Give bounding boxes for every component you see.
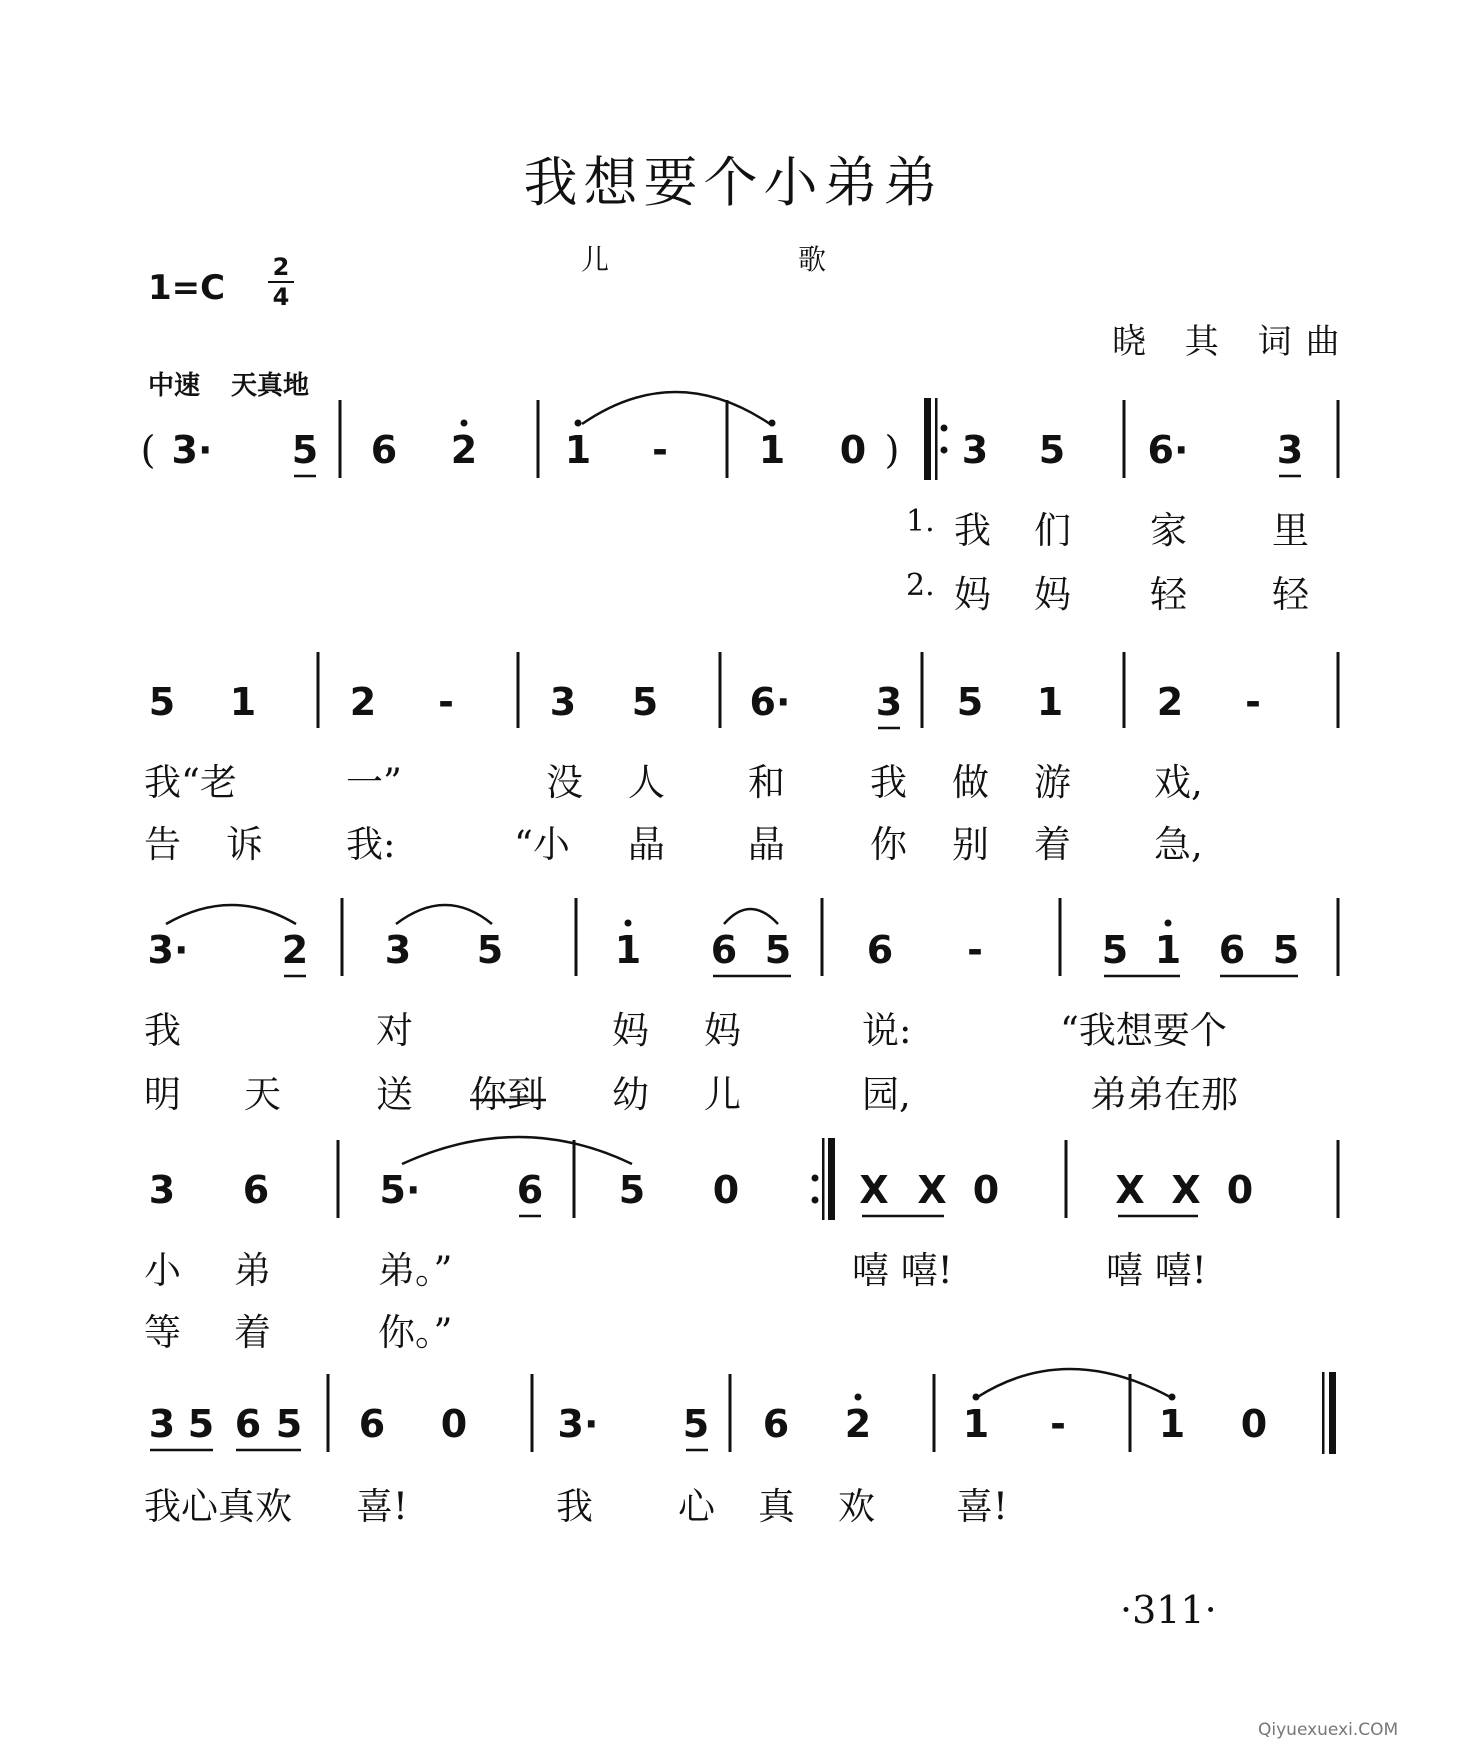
repeat-dot: [941, 425, 948, 432]
note: 5: [618, 1168, 646, 1212]
note-underlines: [147, 476, 1301, 1450]
note: 2: [1156, 680, 1184, 724]
lyric: 小: [144, 1249, 181, 1292]
repeat-end-thick: [828, 1138, 835, 1220]
lyric: 我“老: [144, 761, 237, 804]
lyric: 一”: [346, 761, 402, 804]
lyric: 对: [376, 1009, 413, 1052]
note: 6: [1218, 928, 1246, 972]
final-bar-thin: [1322, 1372, 1325, 1454]
octave-dot: [1165, 920, 1172, 927]
tie: [976, 1369, 1172, 1398]
note: 3: [549, 680, 577, 724]
lyric: 弟弟在那: [1090, 1073, 1238, 1116]
lyric: 晶: [748, 823, 785, 866]
lyric: 你。”: [378, 1311, 453, 1354]
lyric: 说:: [862, 1009, 912, 1052]
verse-number: 1.: [906, 504, 935, 539]
lyric: 没: [546, 761, 583, 804]
note: 5: [1272, 928, 1300, 972]
tie: [582, 392, 770, 424]
lyric: 喜!: [356, 1485, 408, 1528]
lyric: 着: [234, 1311, 271, 1354]
note: 1: [758, 428, 786, 472]
lyric: 我:: [346, 823, 396, 866]
note: 6·: [749, 680, 791, 724]
lyric: “我想要个: [1060, 1009, 1227, 1052]
lyric: 轻: [1150, 573, 1187, 616]
note: ): [884, 428, 900, 472]
note: 3·: [147, 928, 189, 972]
lyric: 急,: [1154, 823, 1203, 866]
note: 2: [450, 428, 478, 472]
lyric: 做: [952, 761, 989, 804]
lyric: 弟。”: [378, 1249, 453, 1292]
barlines: [318, 400, 1338, 1452]
lyric: 妈: [704, 1009, 741, 1052]
lyric: 们: [1034, 509, 1071, 552]
lyric: 着: [1034, 823, 1071, 866]
lyric: 我: [144, 1009, 181, 1052]
lyric: 心: [678, 1485, 715, 1528]
lyric: 轻: [1272, 573, 1309, 616]
note: 1: [1154, 928, 1182, 972]
lyric: 别: [952, 823, 989, 866]
note: 3: [961, 428, 989, 472]
lyric: 妈: [1034, 573, 1071, 616]
octave-dots: [461, 420, 1176, 1401]
author-credit: 晓 其 词曲: [1112, 322, 1354, 362]
note: 1: [962, 1402, 990, 1446]
note: 5: [291, 428, 319, 472]
lyric: 告: [144, 823, 181, 866]
note: 2: [844, 1402, 872, 1446]
lyric: 你: [870, 823, 907, 866]
key-signature: 1=C: [148, 268, 226, 308]
lyric: 弟: [234, 1249, 271, 1292]
note: 3: [875, 680, 903, 724]
lyric: 妈: [954, 573, 991, 616]
note: 5: [956, 680, 984, 724]
note: 2: [349, 680, 377, 724]
lyric: 我: [556, 1485, 593, 1528]
lyric: 幼: [612, 1073, 649, 1116]
note: X: [917, 1168, 947, 1212]
tie: [402, 1137, 632, 1164]
verse-number: 2.: [906, 568, 935, 603]
note: X: [1115, 1168, 1145, 1212]
note: 6: [242, 1168, 270, 1212]
note: 3·: [557, 1402, 599, 1446]
note: 1: [1036, 680, 1064, 724]
note: 6: [710, 928, 738, 972]
repeat-dot: [812, 1175, 819, 1182]
note: -: [1050, 1402, 1066, 1446]
note: 5: [1101, 928, 1129, 972]
note: 3·: [171, 428, 213, 472]
lyric: 嘻 嘻!: [852, 1249, 953, 1292]
note: (: [140, 428, 156, 472]
note: 3: [148, 1402, 176, 1446]
lyric: 戏,: [1154, 761, 1203, 804]
note: -: [438, 680, 454, 724]
octave-dot: [575, 420, 582, 427]
note: 6: [370, 428, 398, 472]
repeat-dot: [812, 1197, 819, 1204]
lyric: 明: [144, 1073, 181, 1116]
tie: [166, 905, 296, 924]
note: 5: [476, 928, 504, 972]
lyric: 喜!: [956, 1485, 1008, 1528]
lyric: 里: [1272, 509, 1309, 552]
lyric: 天: [244, 1073, 281, 1116]
lyric: 你到: [470, 1073, 544, 1116]
note: 0: [1226, 1168, 1254, 1212]
repeat-start-thick: [924, 398, 931, 480]
octave-dot: [855, 1394, 862, 1401]
lyric: 送: [376, 1073, 413, 1116]
note: -: [652, 428, 668, 472]
lyric: 我: [870, 761, 907, 804]
lyric: 和: [748, 761, 785, 804]
note: 3: [148, 1168, 176, 1212]
final-bar-thick: [1329, 1372, 1336, 1454]
lyric: 家: [1150, 509, 1187, 552]
note: 6: [358, 1402, 386, 1446]
note: 0: [440, 1402, 468, 1446]
note: 6: [234, 1402, 262, 1446]
time-signature-bottom: 4: [272, 283, 290, 311]
lyric: 欢: [838, 1485, 875, 1528]
lyric: 游: [1034, 761, 1071, 804]
note: 1: [564, 428, 592, 472]
tie: [396, 905, 492, 924]
repeat-end-thin: [822, 1138, 825, 1220]
note: 5: [764, 928, 792, 972]
note: 2: [281, 928, 309, 972]
time-signature-top: 2: [272, 253, 290, 281]
lyric: 真: [758, 1485, 795, 1528]
ties: [166, 392, 1172, 1398]
repeat-signs: [812, 398, 1337, 1454]
note: 1: [229, 680, 257, 724]
lyric: 儿: [704, 1073, 741, 1116]
note: -: [1245, 680, 1261, 724]
note: 1: [1158, 1402, 1186, 1446]
lyric: 我心真欢: [144, 1485, 292, 1528]
note: 5·: [379, 1168, 421, 1212]
lyric: 人: [628, 761, 665, 804]
note: 0: [972, 1168, 1000, 1212]
lyric: 嘻 嘻!: [1106, 1249, 1207, 1292]
note: 5: [148, 680, 176, 724]
repeat-start-thin: [935, 398, 938, 480]
song-genre: 儿 歌: [581, 243, 886, 276]
lyric: 妈: [612, 1009, 649, 1052]
note: 0: [712, 1168, 740, 1212]
note: 6·: [1147, 428, 1189, 472]
note: 6: [866, 928, 894, 972]
lyric: 诉: [226, 823, 263, 866]
lyric: 等: [144, 1311, 181, 1354]
note: 3: [1276, 428, 1304, 472]
octave-dot: [461, 420, 468, 427]
tempo-marking: 中速 天真地: [148, 371, 310, 401]
lyric: 我: [954, 509, 991, 552]
note: 5: [275, 1402, 303, 1446]
note: 0: [1240, 1402, 1268, 1446]
song-title: 我想要个小弟弟: [523, 151, 944, 214]
note: 6: [762, 1402, 790, 1446]
lyric: 晶: [628, 823, 665, 866]
octave-dot: [625, 920, 632, 927]
note: 0: [839, 428, 867, 472]
note: X: [859, 1168, 889, 1212]
note: 5: [682, 1402, 710, 1446]
repeat-dot: [941, 447, 948, 454]
note: 1: [614, 928, 642, 972]
note: -: [967, 928, 983, 972]
note: 6: [516, 1168, 544, 1212]
tie: [724, 909, 778, 924]
page-number: ·311·: [1120, 1588, 1217, 1632]
watermark-text: Qiyuexuexi.COM: [1258, 1720, 1399, 1740]
lyric: “小: [514, 823, 570, 866]
note: X: [1171, 1168, 1201, 1212]
note: 5: [187, 1402, 215, 1446]
note: 3: [384, 928, 412, 972]
lyric: 园,: [862, 1073, 911, 1116]
note: 5: [1038, 428, 1066, 472]
note: 5: [631, 680, 659, 724]
